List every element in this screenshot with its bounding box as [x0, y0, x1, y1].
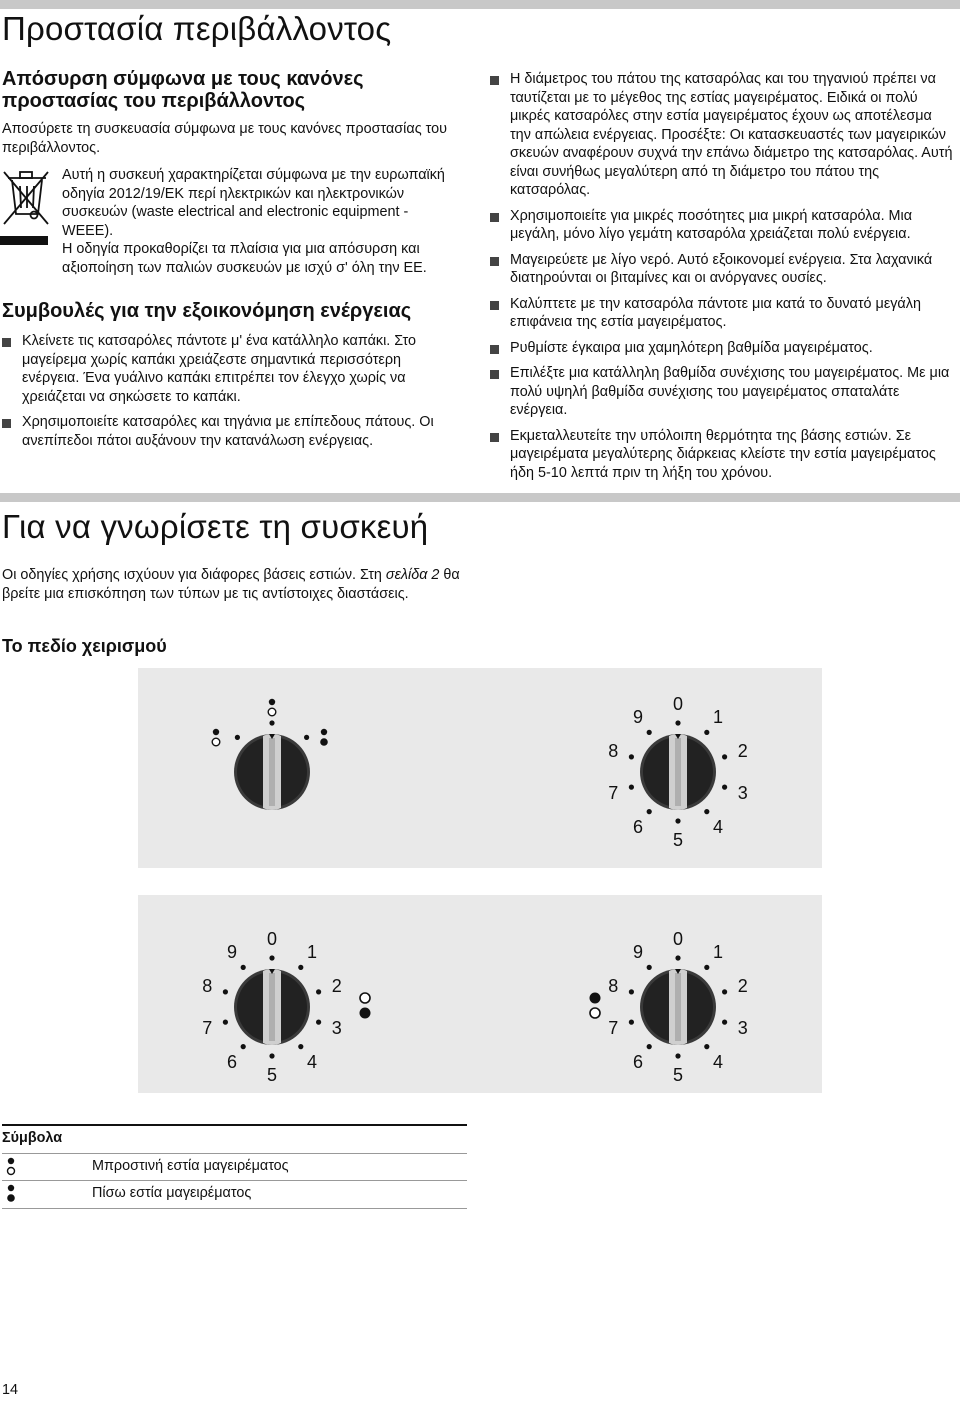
dial-number: 9	[632, 707, 644, 727]
scale-dot	[316, 989, 321, 994]
section-rule	[0, 493, 960, 502]
scale-dot	[647, 1044, 652, 1049]
scale-dot	[241, 1044, 246, 1049]
scale-dot	[316, 1020, 321, 1025]
dial-number: 1	[712, 707, 724, 727]
weee-bin-icon	[0, 168, 52, 248]
dial-number: 6	[632, 817, 644, 837]
dial-number: 2	[331, 976, 342, 996]
scale-dot	[722, 989, 727, 994]
scale-dot	[675, 955, 680, 960]
disposal-intro: Αποσύρετε τη συσκευασία σύμφωνα με τους κανόνες προστασίας του περιβάλλοντος.	[2, 121, 447, 156]
dial-number: 7	[608, 1018, 619, 1038]
scale-dot	[629, 1020, 634, 1025]
list-item: Επιλέξτε μια κατάλληλη βαθμίδα συνέχισης του μαγειρέματος. Με μια πολύ υψηλή βαθμίδα συνέχισης του μαγειρέματος σπαταλάτε ενέργεια.	[490, 364, 956, 420]
intro-text: θα βρείτε μια επισκόπηση των τύπων με τις αντίστοιχες διαστάσεις.	[2, 567, 460, 602]
energy-heading: Συμβουλές για την εξοικονόμηση ενέργειας	[2, 300, 412, 322]
page-reference: σελίδα 2	[385, 567, 440, 583]
list-item: Κλείνετε τις κατσαρόλες πάντοτε μ' ένα κατάλληλο καπάκι. Στο μαγείρεμα χωρίς καπάκι χρειάζεστε σημαντικά περισσότερη ενέργεια. Ένα γυάλινο καπάκι επιτρέπει τον έλεγχο χωρίς να χρειάζεται να σηκώσετε το καπάκι.	[2, 332, 454, 406]
dial-number: 5	[672, 1065, 684, 1085]
page-number: 14	[2, 1382, 19, 1398]
scale-dot	[647, 965, 652, 970]
energy-tips-right	[490, 70, 956, 489]
control-panel-top-drawing	[138, 668, 822, 868]
scale-dot	[704, 1044, 709, 1049]
scale-dot	[629, 989, 634, 994]
scale-dot	[298, 1044, 303, 1049]
list-item: Μαγειρεύετε με λίγο νερό. Αυτό εξοικονομεί ενέργεια. Στα λαχανικά διατηρούνται οι βιταμίνες και οι ανόργανες ουσίες.	[490, 251, 956, 288]
rear-hob-indicator	[590, 993, 601, 1019]
control-panel-bottom	[138, 895, 822, 1093]
dial-number: 5	[672, 830, 684, 850]
dial-number: 2	[737, 741, 748, 761]
scale-dot	[269, 1053, 274, 1058]
dial-number: 6	[632, 1052, 644, 1072]
power-level-knob[interactable]	[640, 734, 716, 810]
dial-number: 9	[226, 942, 238, 962]
dial-number: 8	[608, 976, 619, 996]
dial-number: 3	[331, 1018, 342, 1038]
symbols-heading: Σύμβολα	[2, 1130, 63, 1146]
directive-text: Η οδηγία προκαθορίζει τα πλαίσια για μια απόσυρση και αξιοποίηση των παλιών συσκευών με ισχύ σ' όλη την ΕΕ.	[62, 241, 427, 276]
energy-tips-left	[2, 332, 454, 457]
dial-number: 3	[737, 1018, 748, 1038]
dial-number: 3	[737, 783, 748, 803]
dial-number: 0	[672, 929, 684, 949]
weee-text: Αυτή η συσκευή χαρακτηρίζεται σύμφωνα με την ευρωπαϊκή οδηγία 2012/19/ΕΚ περί ηλεκτρικών και ηλεκτρονικών συσκευών (waste electrical and electronic equipment - WEEE).	[62, 167, 445, 239]
dial-number: 8	[202, 976, 213, 996]
scale-dot	[722, 754, 727, 759]
scale-dot	[647, 809, 652, 814]
dial-number: 5	[266, 1065, 278, 1085]
rear-hob-icon	[5, 1184, 17, 1209]
symbol-label: Πίσω εστία μαγειρέματος	[92, 1185, 252, 1201]
dial-number: 0	[266, 929, 278, 949]
scale-dot	[722, 785, 727, 790]
front-hob-icon	[212, 729, 220, 746]
dial-number: 1	[306, 942, 318, 962]
scale-dot	[704, 809, 709, 814]
list-item: Χρησιμοποιείτε κατσαρόλες και τηγάνια με επίπεδους πάτους. Οι ανεπίπεδοι πάτοι αυξάνουν την κατανάλωση ενέργειας.	[2, 413, 454, 450]
intro-text: Οι οδηγίες χρήσης ισχύουν για διάφορες βάσεις εστιών. Στη	[2, 567, 386, 583]
symbols-table	[2, 1124, 467, 1214]
list-item: Χρησιμοποιείτε για μικρές ποσότητες μια μικρή κατσαρόλα. Μια μεγάλη, μόνο λίγο γεμάτη κατσαρόλα χρειάζεται πολύ ενέργεια.	[490, 207, 956, 244]
dial-number: 0	[672, 694, 684, 714]
scale-dot	[223, 989, 228, 994]
dial-number: 4	[306, 1052, 318, 1072]
disposal-section	[2, 68, 452, 157]
disposal-heading: Απόσυρση σύμφωνα με τους κανόνες προστασίας του περιβάλλοντος	[2, 68, 364, 112]
control-panel-top	[138, 668, 822, 868]
scale-dot	[704, 965, 709, 970]
list-item: Εκμεταλλευτείτε την υπόλοιπη θερμότητα της βάσης εστιών. Σε μαγειρέματα μεγαλύτερης διάρκειας κλείστε την εστία μαγειρέματος ήδη 5-10 λεπτά πριν τη λήξη του χρόνου.	[490, 427, 956, 483]
rear-hob-knob[interactable]	[640, 969, 716, 1045]
top-rule	[0, 0, 960, 9]
front-hob-knob[interactable]	[234, 969, 310, 1045]
list-item: Ρυθμίστε έγκαιρα μια χαμηλότερη βαθμίδα μαγειρέματος.	[490, 339, 956, 358]
scale-dot	[704, 730, 709, 735]
appliance-heading: Για να γνωρίσετε τη συσκευή	[2, 508, 429, 545]
scale-dot	[629, 785, 634, 790]
scale-dot	[675, 1053, 680, 1058]
front-hob-icon	[5, 1157, 17, 1182]
dial-number: 1	[712, 942, 724, 962]
table-top-border	[2, 1124, 467, 1126]
table-row	[2, 1180, 467, 1209]
dial-number: 2	[737, 976, 748, 996]
dial-number: 4	[712, 1052, 724, 1072]
list-item: Καλύπτετε με την κατσαρόλα πάντοτε μια κατά το δυνατό μεγάλη επιφάνεια της εστία μαγειρέματος.	[490, 295, 956, 332]
scale-dot	[223, 1020, 228, 1025]
front-hob-indicator	[360, 993, 371, 1019]
scale-dot	[675, 818, 680, 823]
scale-dot	[241, 965, 246, 970]
rear-hob-icon	[320, 729, 328, 746]
scale-dot	[647, 730, 652, 735]
control-panel-bottom-drawing	[138, 895, 822, 1093]
dial-number: 4	[712, 817, 724, 837]
scale-dot	[629, 754, 634, 759]
table-row	[2, 1153, 467, 1181]
scale-dot	[269, 955, 274, 960]
dial-number: 9	[632, 942, 644, 962]
hob-selector-knob[interactable]	[234, 734, 310, 810]
scale-dot	[722, 1020, 727, 1025]
hob-off-icon	[268, 699, 276, 716]
control-panel-heading: Το πεδίο χειρισμού	[2, 636, 167, 656]
list-item: Η διάμετρος του πάτου της κατσαρόλας και του τηγανιού πρέπει να ταυτίζεται με το μέγεθος της εστίας μαγειρέματος. Ειδικά οι πολύ μικρές κατσαρόλες στην εστία μαγειρέματος έχουν ως αποτέλεσμα την απώλεια ενέργειας. Προσέξτε: Οι κατασκευαστές των μαγειρικών σκευών αναφέρουν συχνά την επάνω διάμετρο της κατσαρόλας. Αυτή είναι συνήθως μεγαλύτερη από τη διάμετρο του πάτου της κατσαρόλας.	[490, 70, 956, 200]
scale-dot	[298, 965, 303, 970]
dial-number: 7	[202, 1018, 213, 1038]
scale-dot	[675, 720, 680, 725]
dial-number: 7	[608, 783, 619, 803]
dial-number: 8	[608, 741, 619, 761]
page-title: Προστασία περιβάλλοντος	[2, 10, 392, 47]
symbol-label: Μπροστινή εστία μαγειρέματος	[92, 1158, 289, 1174]
dial-number: 6	[226, 1052, 238, 1072]
appliance-intro	[2, 566, 462, 603]
